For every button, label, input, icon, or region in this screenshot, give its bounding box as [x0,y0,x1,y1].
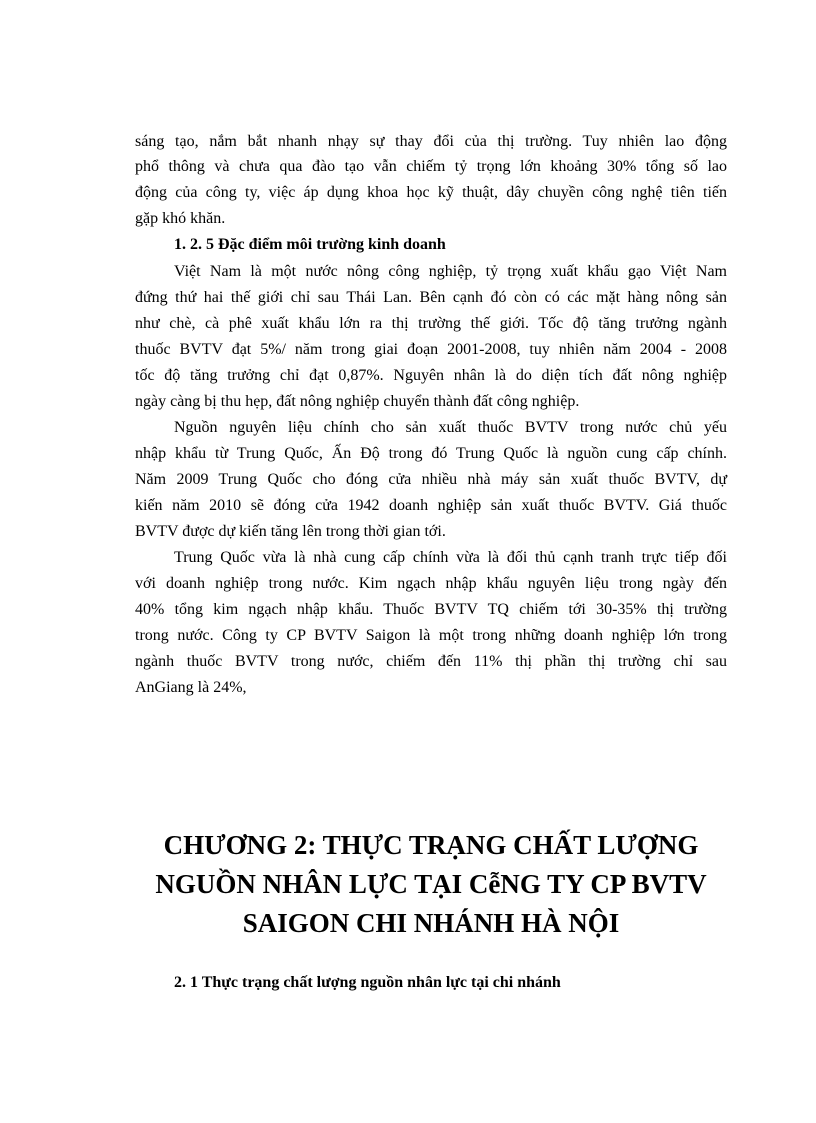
section-heading-1-2-5: 1. 2. 5 Đặc điểm môi trường kinh doanh [174,236,446,253]
paragraph-3-line-5: ngành thuốc BVTV trong nước, chiếm đến 11% thị phần thị trường chỉ sau [135,653,727,670]
paragraph-3-line-6: AnGiang là 24%, [135,679,247,696]
paragraph-3-line-4: trong nước. Công ty CP BVTV Saigon là một trong những doanh nghiệp lớn trong [135,627,727,644]
paragraph-3-line-2: với doanh nghiệp trong nước. Kim ngạch nhập khẩu nguyên liệu trong ngày đến [135,575,727,592]
intro-line-3: động của công ty, việc áp dụng khoa học kỹ thuật, dây chuyền công nghệ tiên tiến [135,184,727,201]
section-heading-2-1: 2. 1 Thực trạng chất lượng nguồn nhân lực tại chi nhánh [174,974,561,991]
chapter-title-line-1: CHƯƠNG 2: THỰC TRẠNG CHẤT LƯỢNG [163,830,699,860]
chapter-title-line-3: SAIGON CHI NHÁNH HÀ NỘI [242,908,620,938]
paragraph-1-line-2: đứng thứ hai thế giới chỉ sau Thái Lan. Bên cạnh đó còn có các mặt hàng nông sản [135,289,727,306]
paragraph-1-line-4: thuốc BVTV đạt 5%/ năm trong giai đoạn 2001-2008, tuy nhiên năm 2004 - 2008 [135,341,727,358]
intro-line-4: gặp khó khăn. [135,210,226,227]
paragraph-1-line-5: tốc độ tăng trưởng chỉ đạt 0,87%. Nguyên nhân là do diện tích đất nông nghiệp [135,367,727,384]
paragraph-2-line-1: Nguồn nguyên liệu chính cho sản xuất thuốc BVTV trong nước chủ yếu [174,419,727,436]
paragraph-2-line-2: nhập khẩu từ Trung Quốc, Ấn Độ trong đó Trung Quốc là nguồn cung cấp chính. [135,445,727,462]
paragraph-1-line-1: Việt Nam là một nước nông công nghiệp, tỷ trọng xuất khẩu gạo Việt Nam [174,263,727,280]
paragraph-2-line-3: Năm 2009 Trung Quốc cho đóng cửa nhiều nhà máy sản xuất thuốc BVTV, dự [135,471,727,488]
paragraph-1-line-6: ngày càng bị thu hẹp, đất nông nghiệp chuyển thành đất công nghiệp. [135,393,580,410]
paragraph-3-line-1: Trung Quốc vừa là nhà cung cấp chính vừa là đối thủ cạnh tranh trực tiếp đối [174,549,727,566]
intro-line-2: phổ thông và chưa qua đào tạo vẫn chiếm tỷ trọng lớn khoảng 30% tổng số lao [135,158,727,175]
chapter-title-line-2: NGUỒN NHÂN LỰC TẠI CễNG TY CP BVTV [155,869,707,899]
paragraph-2-line-4: kiến năm 2010 sẽ đóng cửa 1942 doanh nghiệp sản xuất thuốc BVTV. Giá thuốc [135,497,727,514]
paragraph-1-line-3: như chè, cà phê xuất khẩu lớn ra thị trường thế giới. Tốc độ tăng trưởng ngành [135,315,727,332]
intro-line-1: sáng tạo, nắm bắt nhanh nhạy sự thay đổi của thị trường. Tuy nhiên lao động [135,133,727,150]
paragraph-3-line-3: 40% tổng kim ngạch nhập khẩu. Thuốc BVTV TQ chiếm tới 30-35% thị trường [135,601,727,618]
paragraph-2-line-5: BVTV được dự kiến tăng lên trong thời gian tới. [135,523,446,540]
